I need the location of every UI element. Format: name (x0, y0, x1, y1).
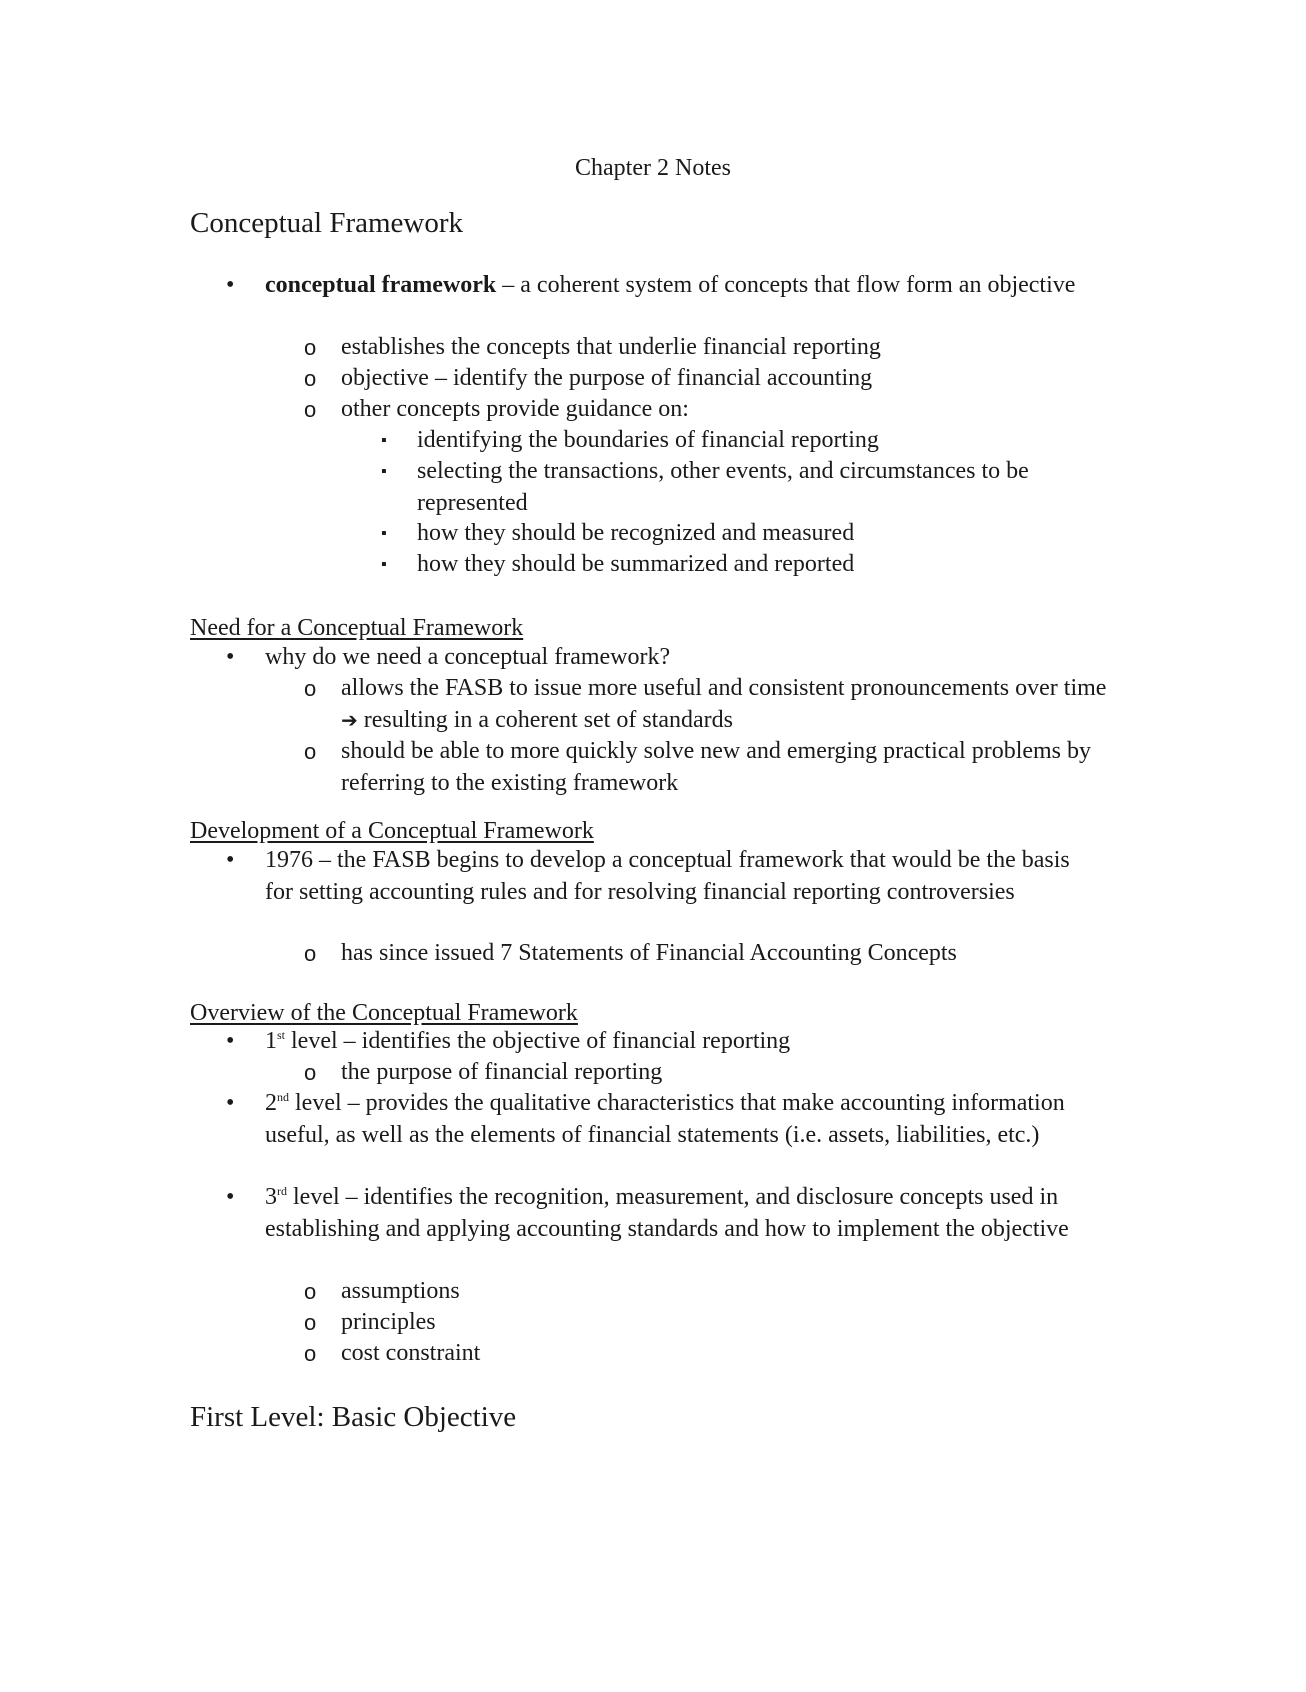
list-item-text: principles (341, 1309, 436, 1335)
ordinal-suffix: st (277, 1028, 286, 1042)
list-item (304, 394, 1116, 426)
page-title: Chapter 2 Notes (575, 155, 731, 181)
section-heading-development: Development of a Conceptual Framework (190, 818, 594, 844)
list-item (304, 1057, 1116, 1089)
ordinal-suffix: nd (277, 1090, 289, 1104)
section-heading-overview: Overview of the Conceptual Framework (190, 1000, 578, 1026)
list-item (226, 642, 1095, 674)
section-heading-conceptual-framework: Conceptual Framework (190, 207, 464, 239)
list-item (381, 549, 1097, 581)
list-item-text: selecting the transactions, other events, and circumstances to be represented (417, 458, 1029, 516)
list-item (304, 673, 1116, 736)
circle-bullet-icon: o (304, 941, 317, 966)
bullet-icon: • (226, 1090, 235, 1116)
list-item (226, 845, 1095, 908)
list-item-text: level – identifies the objective of financial reporting (285, 1028, 791, 1054)
circle-bullet-icon: o (304, 739, 317, 764)
section-heading-need-for-framework: Need for a Conceptual Framework (190, 615, 524, 641)
circle-bullet-icon: o (304, 397, 317, 422)
circle-bullet-icon: o (304, 1060, 317, 1085)
ordinal-suffix: rd (277, 1184, 287, 1198)
bullet-icon: • (226, 847, 235, 873)
bullet-icon: • (226, 1028, 235, 1054)
bullet-icon: • (226, 1184, 235, 1210)
level-number: 1 (265, 1028, 277, 1054)
definition-text: – a coherent system of concepts that flow form an objective (496, 272, 1076, 298)
circle-bullet-icon: o (304, 366, 317, 391)
list-item (304, 1276, 1116, 1308)
level-number: 2 (265, 1090, 277, 1116)
list-item (304, 363, 1116, 395)
list-item-text: establishes the concepts that underlie financial reporting (341, 334, 881, 360)
list-item-text: other concepts provide guidance on: (341, 396, 689, 422)
section-heading-first-level: First Level: Basic Objective (190, 1401, 517, 1433)
list-item (304, 332, 1116, 364)
list-item-text: resulting in a coherent set of standards (357, 706, 733, 733)
list-item (381, 425, 1097, 457)
list-item-text: level – identifies the recognition, measurement, and disclosure concepts used in establishing and applying accounting standards and how to implement the objective (265, 1184, 1069, 1242)
list-item-text: the purpose of financial reporting (341, 1059, 663, 1085)
list-item (226, 1182, 1095, 1245)
list-item-text: how they should be recognized and measured (417, 520, 855, 546)
list-item-text: allows the FASB to issue more useful and consistent pronouncements over time (341, 675, 1107, 701)
list-item-text: how they should be summarized and reported (417, 551, 855, 577)
list-item (226, 270, 1095, 302)
circle-bullet-icon: o (304, 1279, 317, 1304)
list-item (304, 736, 1116, 799)
square-bullet-icon: ▪ (381, 463, 387, 480)
definition-term: conceptual framework (265, 272, 497, 298)
circle-bullet-icon: o (304, 1310, 317, 1335)
bullet-icon: • (226, 272, 235, 298)
list-item-text: cost constraint (341, 1340, 481, 1366)
bullet-icon: • (226, 644, 235, 670)
circle-bullet-icon: o (304, 676, 317, 701)
list-item-text: has since issued 7 Statements of Financial Accounting Concepts (341, 940, 957, 966)
list-item-text: 1976 – the FASB begins to develop a conceptual framework that would be the basis for setting accounting rules and for resolving financial reporting controversies (265, 847, 1070, 905)
list-item-text: identifying the boundaries of financial reporting (417, 427, 879, 453)
right-arrow-icon: ➔ (341, 707, 358, 732)
list-item (381, 518, 1097, 550)
list-item (381, 456, 1097, 519)
list-item (304, 938, 1116, 970)
list-item (304, 1338, 1116, 1370)
list-item (226, 1088, 1095, 1151)
list-item-text: why do we need a conceptual framework? (265, 644, 671, 670)
square-bullet-icon: ▪ (381, 432, 387, 449)
list-item (304, 1307, 1116, 1339)
circle-bullet-icon: o (304, 335, 317, 360)
list-item-text: assumptions (341, 1278, 460, 1304)
list-item (226, 1026, 1095, 1058)
square-bullet-icon: ▪ (381, 525, 387, 542)
list-item-text: objective – identify the purpose of financial accounting (341, 365, 873, 391)
list-item-text: level – provides the qualitative characteristics that make accounting information useful, as well as the elements of financial statements (i.e. assets, liabilities, etc.) (265, 1090, 1065, 1148)
level-number: 3 (265, 1184, 277, 1210)
square-bullet-icon: ▪ (381, 556, 387, 573)
circle-bullet-icon: o (304, 1341, 317, 1366)
list-item-text: should be able to more quickly solve new and emerging practical problems by referring to the existing framework (341, 738, 1092, 796)
